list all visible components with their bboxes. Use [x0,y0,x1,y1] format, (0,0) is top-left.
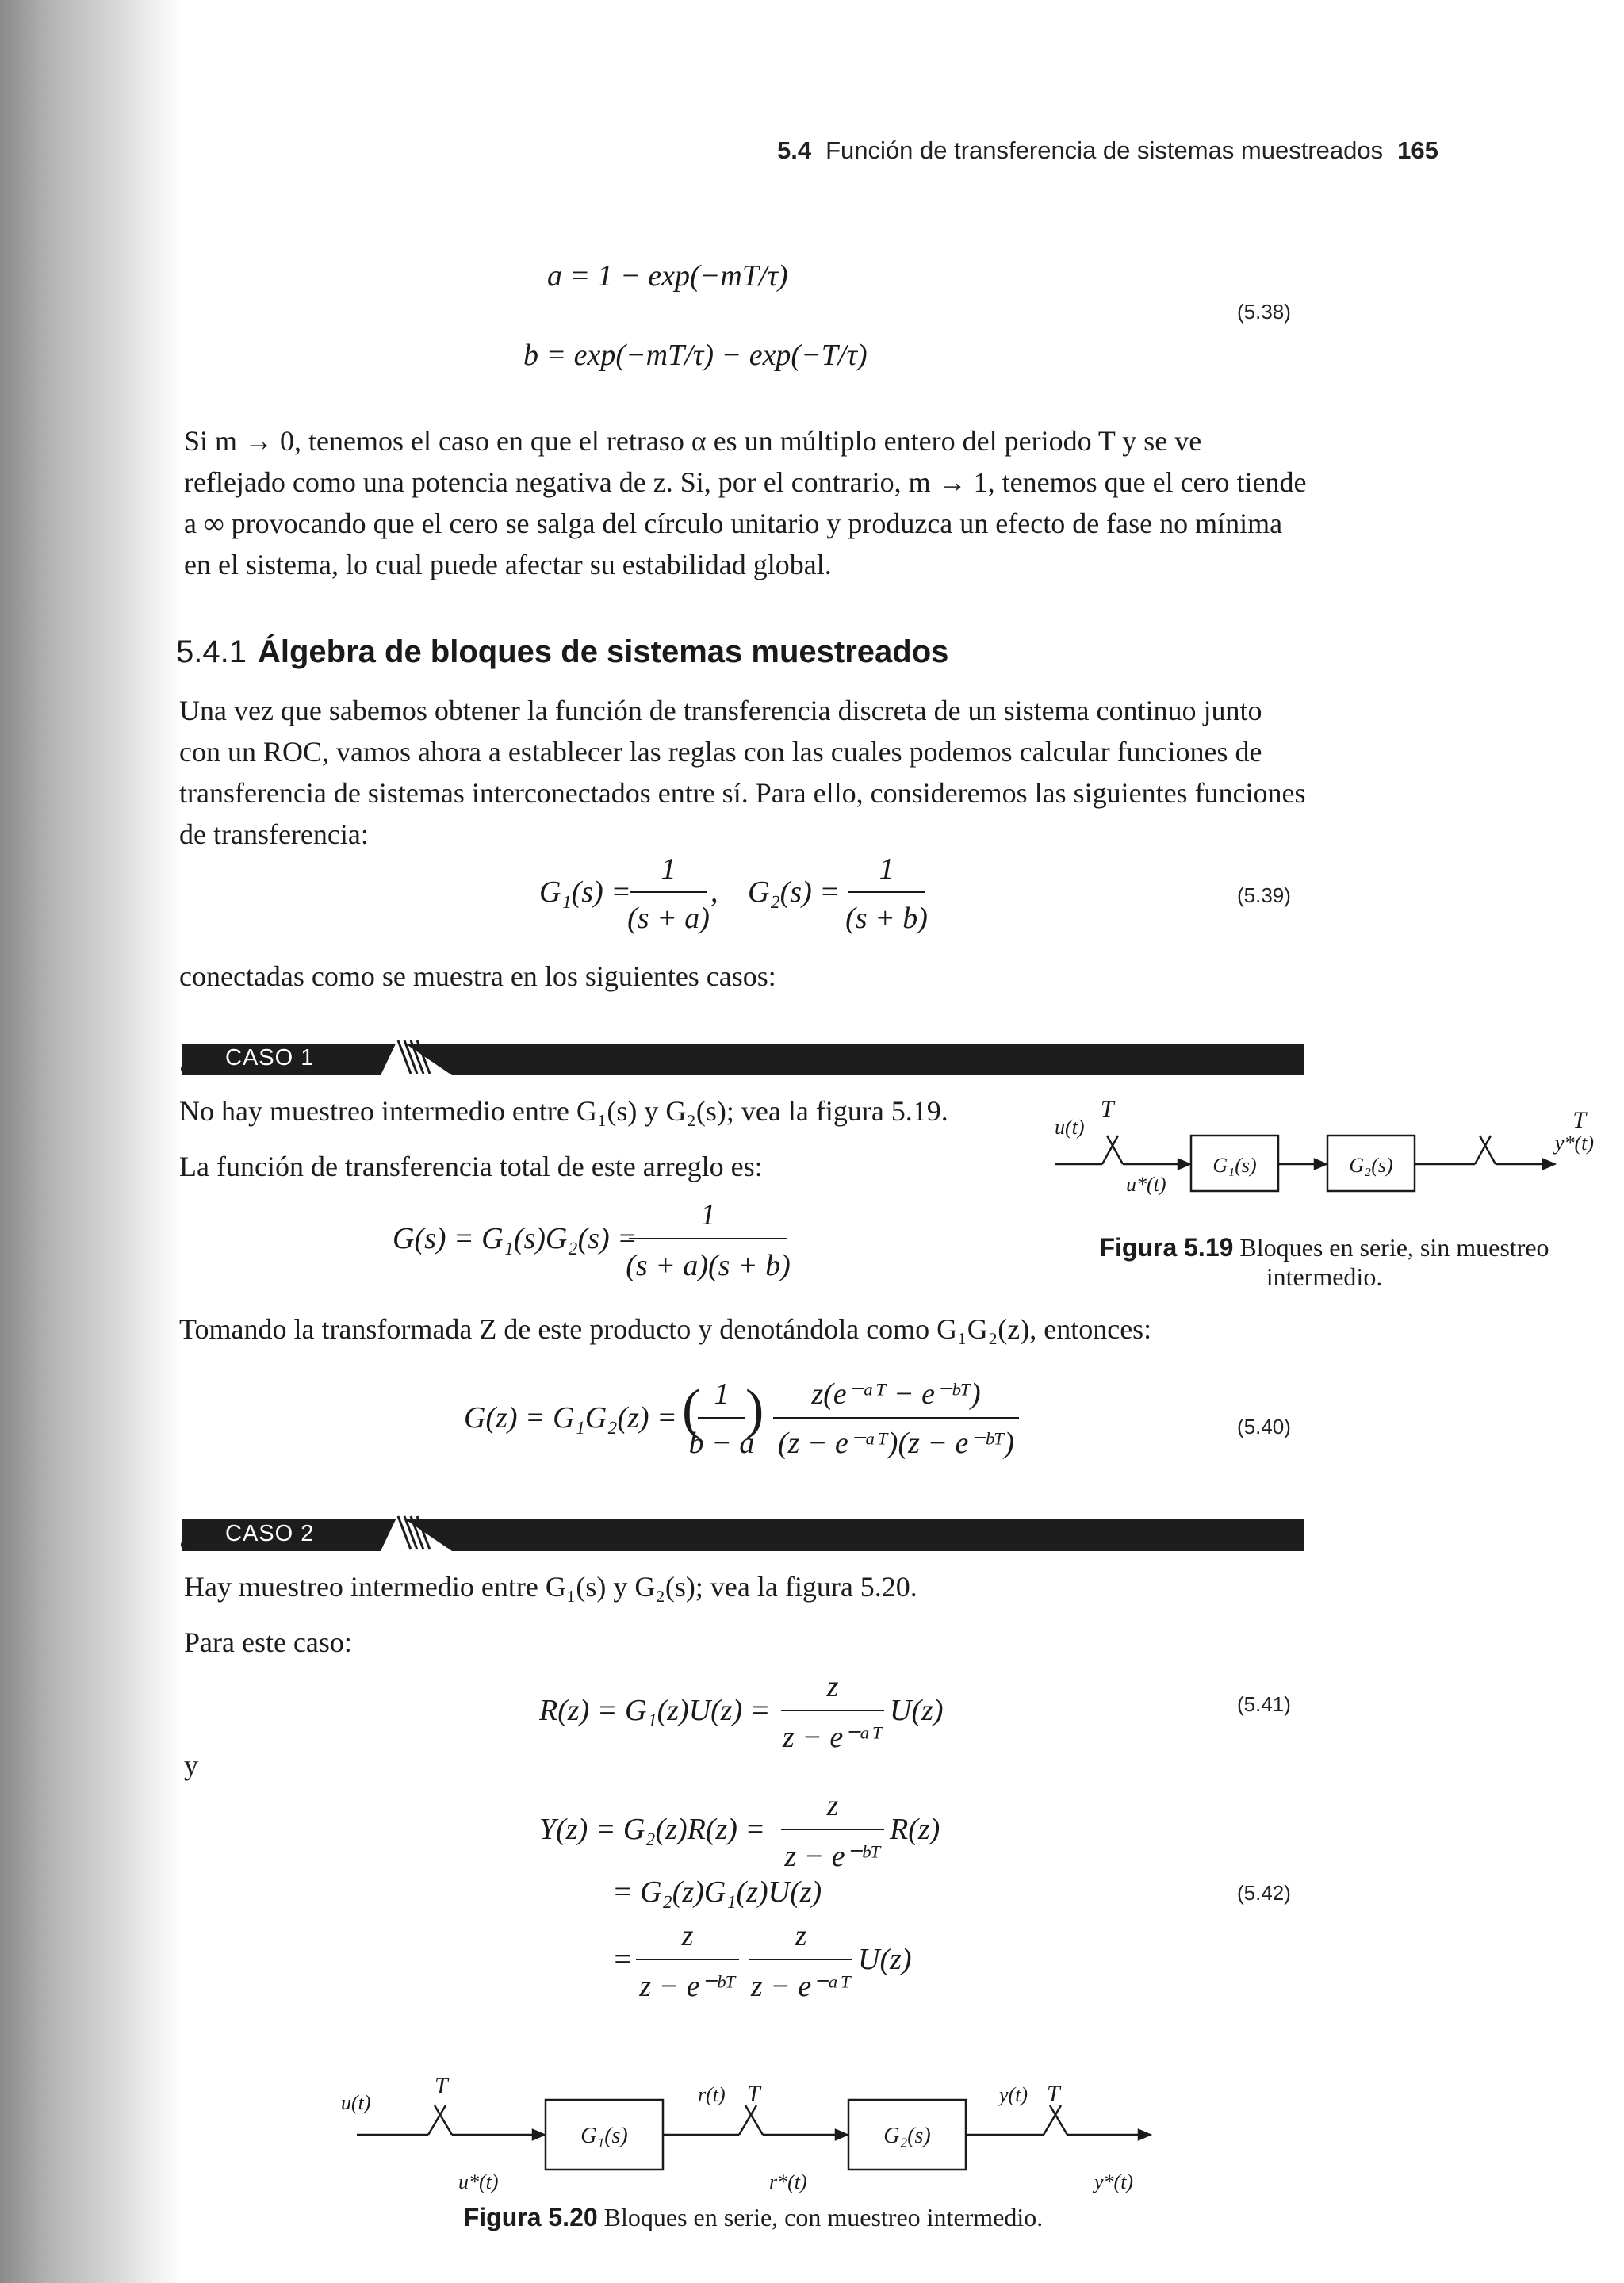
case1-equation [393,1197,805,1293]
page-number: 165 [1397,136,1438,164]
eq-number-5-39: (5.39) [1237,883,1291,907]
fig520-block-g2: G₂(s) [883,2124,931,2148]
fig520-y-label: y(t) [999,2083,1028,2106]
fig520-ystar-label: y*(t) [1094,2170,1134,2193]
figure-5-20-diagram [333,2062,1174,2197]
section-heading [176,634,948,670]
eq-539-g2-den: (s + b) [845,902,928,935]
eq-number-5-38: (5.38) [1237,300,1291,324]
eq-542-l2: = G₂(z)G₁(z)U(z) [612,1875,822,1909]
eq-541-rhs: U(z) [890,1694,944,1727]
eq-540-frac1-den: b − a [688,1427,755,1460]
eq-540-frac2-den: (z − e⁻ᵃᵀ)(z − e⁻ᵇᵀ) [777,1427,1015,1460]
eq-542-l3-num1: z [681,1919,694,1952]
equation-5-38 [508,222,952,404]
equation-5-40 [464,1364,1035,1483]
fig519-t-left: T [1101,1096,1114,1122]
case2-line2: Para este caso: [184,1626,352,1658]
eq-542-l3-rhs: U(z) [858,1943,912,1976]
equation-5-41 [539,1669,983,1764]
svg-text:): ) [745,1379,764,1440]
eq-542-l1-rhs: R(z) [890,1813,940,1846]
case2-banner [182,1515,1308,1553]
case2-y-word: y [184,1749,198,1781]
fig520-rstar-label: r*(t) [769,2170,807,2193]
eq-541-den: z − e⁻ᵃᵀ [782,1721,883,1754]
case1-label: CASO 1 [214,1044,360,1072]
eq-541-lhs: R(z) = G₁(z)U(z) = [539,1694,771,1727]
fig520-t1: T [435,2073,448,2099]
case1-eq-num: 1 [700,1198,716,1232]
fig520-t3: T [1047,2081,1060,2107]
fig519-caption-line1: Bloques en serie, sin muestreo [1239,1233,1549,1262]
eq-542-l3-den1: z − e⁻ᵇᵀ [639,1970,736,2003]
case1-line1: No hay muestreo intermedio entre G₁(s) y G₂(s); vea la figura 5.19. [179,1095,948,1127]
eq-number-5-41: (5.41) [1237,1692,1291,1716]
fig520-number: Figura 5.20 [463,2203,598,2231]
eq-542-l1-den: z − e⁻ᵇᵀ [784,1840,881,1873]
figure-5-19-caption [1071,1233,1578,1292]
case1-line2: La función de transferencia total de este arreglo es: [179,1151,763,1182]
fig520-caption: Bloques en serie, con muestreo intermedio. [603,2203,1044,2231]
fig519-caption-line2: intermedio. [1266,1262,1383,1291]
case2-hatch [381,1515,452,1553]
eq-number-5-42: (5.42) [1237,1881,1291,1905]
fig520-u-label: u(t) [341,2091,371,2114]
paragraph-zero-discussion: Si m → 0, tenemos el caso en que el retraso α es un múltiplo entero del periodo T y se ve reflejado como una potencia negativa de z. Si, por el contrario, m → 1, tenemos que el cero tiende a ∞ provocando que el cero se salga del círculo unitario y produzca un efecto de fase no mínima en el sistema, lo cual puede afectar su estabilidad global. [184,425,1307,580]
paragraph-intro-block-algebra: Una vez que sabemos obtener la función de transferencia discreta de un sistema continuo junto con un ROC, vamos ahora a establecer las reglas con las cuales podemos calcular funciones de transferencia de sistemas interconectados entre sí. Para ello, consideremos las siguientes funciones de transferencia: [179,695,1306,850]
eq-539-g1-den: (s + a) [627,902,710,935]
eq-542-l3-den2: z − e⁻ᵃᵀ [750,1970,852,2003]
figure-5-19-diagram [1047,1086,1594,1213]
fig520-t2: T [747,2081,760,2107]
eq-541-num: z [826,1670,839,1703]
svg-text:,: , [710,875,718,909]
fig519-ustar-label: u*(t) [1126,1173,1166,1196]
fig519-block-g1: G₁(s) [1212,1154,1257,1177]
equation-5-42 [539,1788,983,2026]
running-header [777,136,1438,165]
fig520-ustar-label: u*(t) [458,2170,499,2193]
case1-eq-den: (s + a)(s + b) [626,1249,791,1282]
eq-number-5-40: (5.40) [1237,1415,1291,1438]
eq-539-g1-lhs: G₁(s) = [539,875,631,909]
eq-540-frac2-num: z(e⁻ᵃᵀ − e⁻ᵇᵀ) [811,1377,981,1411]
header-section-number: 5.4 [777,136,812,164]
eq-539-g1-num: 1 [661,852,676,886]
case2-label: CASO 2 [214,1519,360,1548]
eq-539-g2-num: 1 [879,852,894,886]
fig520-block-g1: G₁(s) [580,2124,628,2148]
fig519-ystar-label: y*(t) [1554,1132,1594,1155]
eq-540-frac1-num: 1 [714,1377,730,1411]
scan-shadow-edge [0,0,182,2283]
equation-5-39 [531,848,975,952]
section-number: 5.4.1 [176,634,247,669]
eq-542-l1-num: z [826,1789,839,1822]
paragraph-cases-intro: conectadas como se muestra en los siguientes casos: [179,960,776,992]
case2-line1: Hay muestreo intermedio entre G₁(s) y G₂(s); vea la figura 5.20. [184,1571,917,1603]
fig519-number: Figura 5.19 [1099,1233,1234,1262]
fig519-block-g2: G₂(s) [1349,1154,1393,1177]
eq-538-line1: a = 1 − exp(−mT/τ) [547,259,788,293]
fig519-t-right: T [1572,1107,1586,1133]
section-title: Álgebra de bloques de sistemas muestreados [257,634,949,669]
fig519-u-label: u(t) [1055,1116,1085,1139]
eq-539-g2-lhs: G₂(s) = [748,875,840,909]
header-section-title: Función de transferencia de sistemas muestreados [825,136,1384,164]
eq-540-lhs: G(z) = G₁G₂(z) = [464,1401,677,1435]
eq-542-l3-eq: = [612,1943,633,1976]
svg-text:(: ( [682,1379,701,1440]
case1-line3: Tomando la transformada Z de este producto y denotándola como G₁G₂(z), entonces: [179,1313,1152,1345]
case1-banner [182,1039,1308,1077]
eq-542-l1-lhs: Y(z) = G₂(z)R(z) = [539,1813,766,1846]
eq-542-l3-num2: z [795,1919,807,1952]
figure-5-20-caption [333,2203,1174,2232]
case1-eq-lhs: G(s) = G₁(s)G₂(s) = [393,1222,638,1255]
case1-hatch [381,1039,452,1077]
fig520-r-label: r(t) [698,2083,726,2106]
eq-538-line2: b = exp(−mT/τ) − exp(−T/τ) [523,339,868,372]
